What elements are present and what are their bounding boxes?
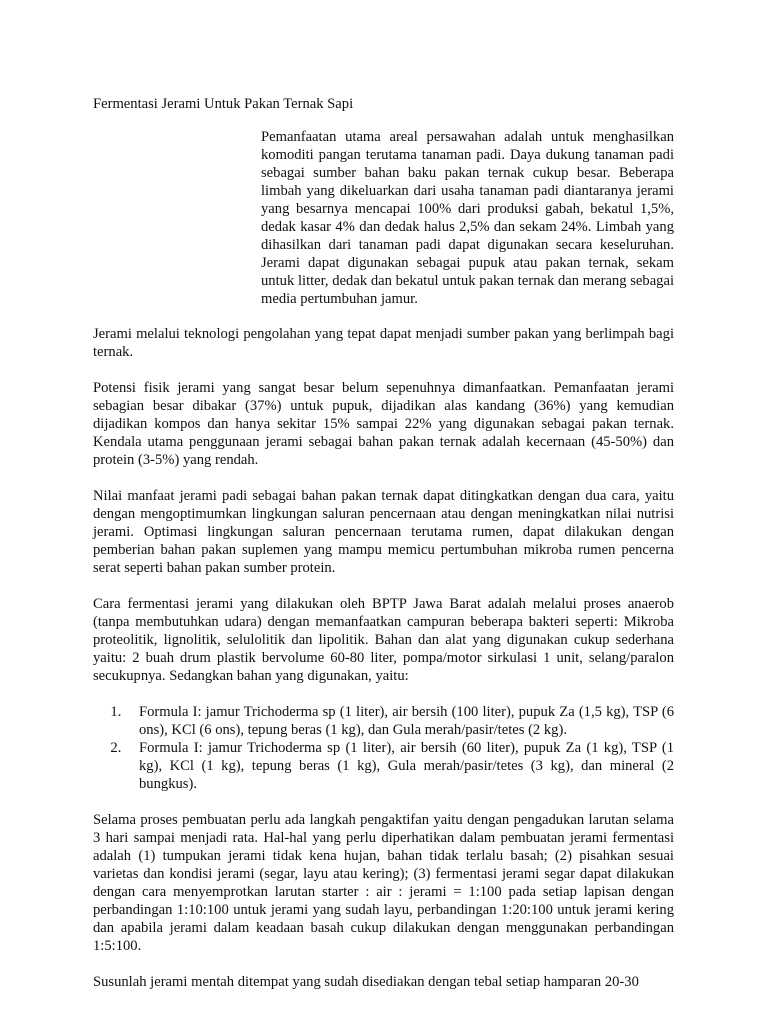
list-item: 2. Formula I: jamur Trichoderma sp (1 liter), air bersih (60 liter), pupuk Za (1 kg), TSP (1 kg), KCl (1 kg), tepung beras (1 kg), Gula merah/pasir/tetes (3 kg), dan mineral (2 bungkus).: [125, 739, 674, 793]
intro-paragraph: Pemanfaatan utama areal persawahan adalah untuk menghasilkan komoditi pangan terutama tanaman padi. Daya dukung tanaman padi sebagai sumber bahan baku pakan ternak cukup besar. Beberapa limbah yang dikeluarkan dari usaha tanaman padi diantaranya jerami yang besarnya mencapai 100% dari produksi gabah, bekatul 1,5%, dedak kasar 4% dan dedak halus 2,5% dan sekam 24%. Limbah yang dihasilkan dari tanaman padi dapat digunakan secara keseluruhan. Jerami dapat digunakan sebagai pupuk atau pakan ternak, sekam untuk litter, dedak dan bekatul untuk pakan ternak dan merang sebagai media pertumbuhan jamur.: [261, 129, 674, 307]
body-text: [93, 325, 674, 1009]
list-item: 1. Formula I: jamur Trichoderma sp (1 liter), air bersih (100 liter), pupuk Za (1,5 kg), TSP (6 ons), KCl (6 ons), tepung beras (1 kg), dan Gula merah/pasir/tetes (2 kg).: [125, 703, 674, 739]
paragraph: Susunlah jerami mentah ditempat yang sudah disediakan dengan tebal setiap hamparan 20-30: [93, 974, 639, 990]
paragraph: Cara fermentasi jerami yang dilakukan oleh BPTP Jawa Barat adalah melalui proses anaerob (tanpa membutuhkan udara) dengan memanfaatkan campuran beberapa bakteri seperti: Mikroba proteolitik, lignolitik, selulolitik dan lipolitik. Bahan dan alat yang digunakan cukup sederhana yaitu: 2 buah drum plastik bervolume 60-80 liter, pompa/motor sirkulasi 1 unit, selang/paralon secukupnya. Sedangkan bahan yang digunakan, yaitu:: [93, 596, 674, 684]
document-title: Fermentasi Jerami Untuk Pakan Ternak Sapi: [93, 96, 354, 112]
paragraph: Selama proses pembuatan perlu ada langkah pengaktifan yaitu dengan pengadukan larutan selama 3 hari sampai menjadi rata. Hal-hal yang perlu diperhatikan dalam pembuatan jerami fermentasi adalah (1) tumpukan jerami tidak kena hujan, bahan tidak terlalu basah; (2) pisahkan sesuai varietas dan kondisi jerami (segar, layu atau kering); (3) fermentasi jerami segar dapat dilakukan dengan cara menyemprotkan larutan starter : air : jerami = 1:100 pada setiap lapisan dengan perbandingan 1:10:100 untuk jerami yang sudah layu, perbandingan 1:20:100 untuk jerami kering dan apabila jerami dalam keadaan basah cukup dilakukan dengan menggunakan perbandingan 1:5:100.: [93, 812, 674, 954]
paragraph: Nilai manfaat jerami padi sebagai bahan pakan ternak dapat ditingkatkan dengan dua cara, yaitu dengan mengoptimumkan lingkungan saluran pencernaan atau dengan meningkatkan nilai nutrisi jerami. Optimasi lingkungan saluran pencernaan terutama rumen, dapat dilakukan dengan pemberian bahan pakan suplemen yang mampu memicu pertumbuhan mikroba rumen pencerna serat seperti bahan pakan sumber protein.: [93, 488, 674, 576]
paragraph: Potensi fisik jerami yang sangat besar belum sepenuhnya dimanfaatkan. Pemanfaatan jerami sebagian besar dibakar (37%) untuk pupuk, dijadikan alas kandang (36%) yang kemudian dijadikan kompos dan hanya sekitar 15% sampai 22% yang digunakan sebagai pakan ternak. Kendala utama penggunaan jerami sebagai bahan pakan ternak adalah kecernaan (45-50%) dan protein (3-5%) yang rendah.: [93, 380, 674, 468]
formula-list: [93, 703, 674, 793]
paragraph: Jerami melalui teknologi pengolahan yang tepat dapat menjadi sumber pakan yang berlimpah bagi ternak.: [93, 326, 674, 360]
